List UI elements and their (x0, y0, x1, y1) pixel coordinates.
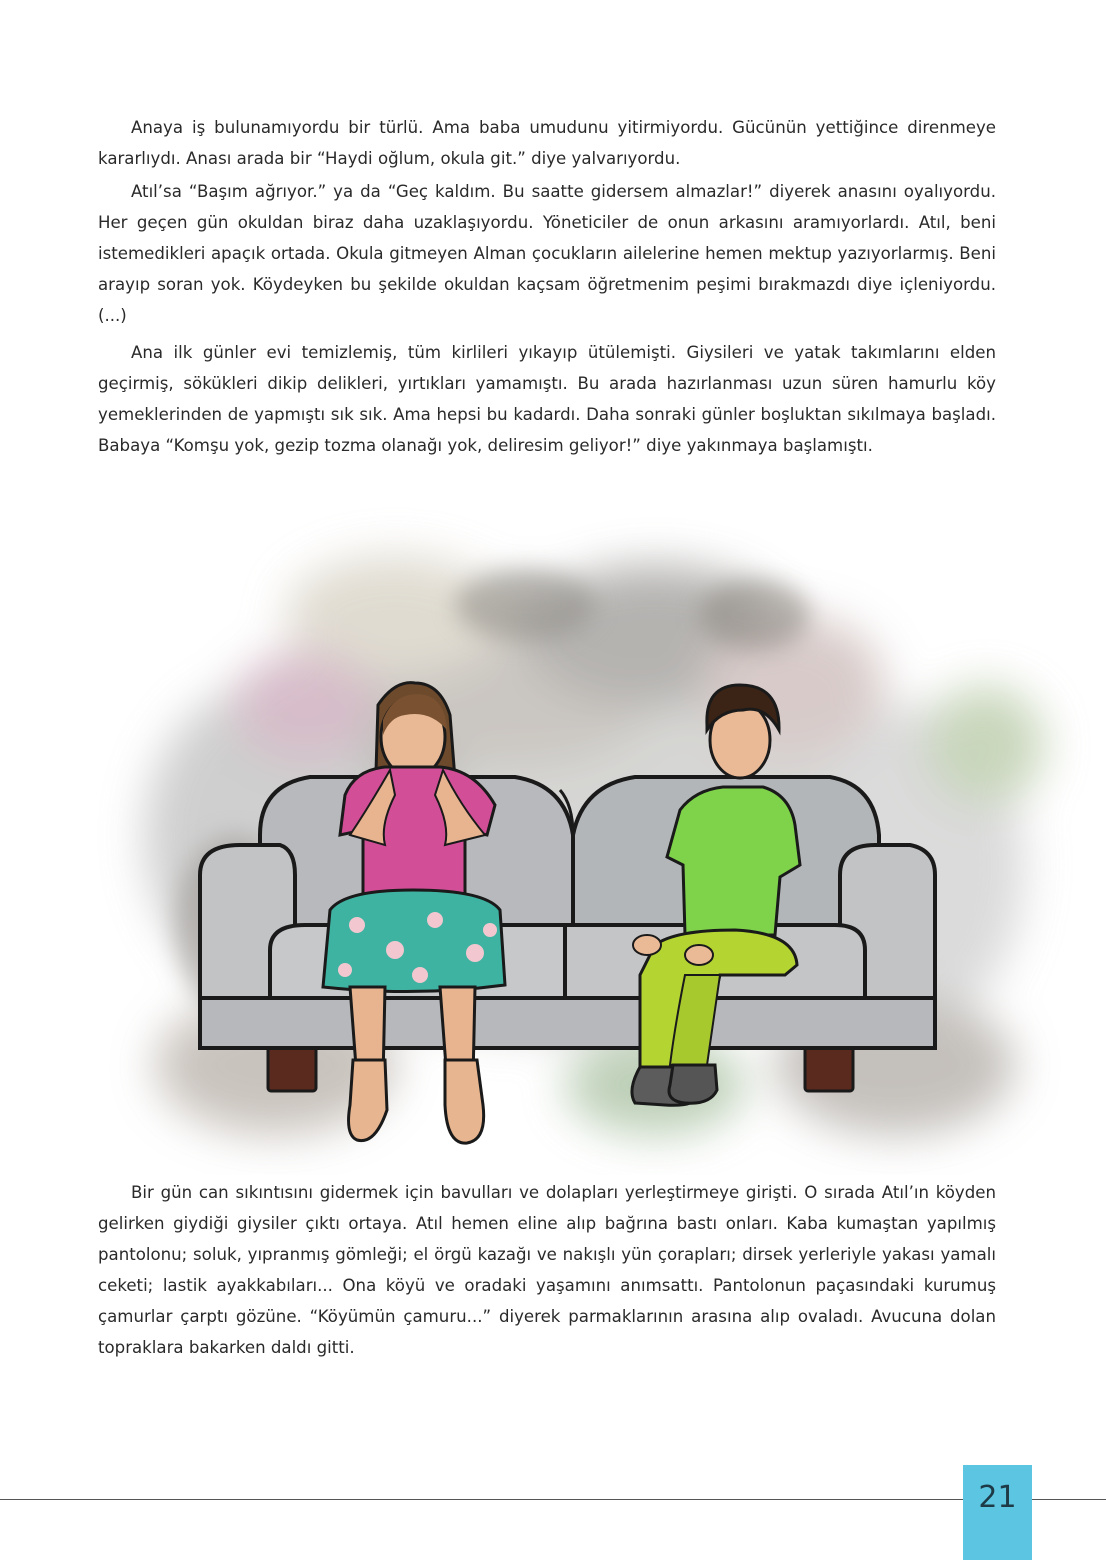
sofa-base (200, 998, 935, 1048)
sofa-leg-right (805, 1045, 853, 1091)
paragraph-2: Atıl’sa “Başım ağrıyor.” ya da “Geç kaldım. Bu saatte gidersem almazlar!” diyerek anasını oyalıyordu. Her geçen gün okuldan biraz daha uzaklaşıyordu. Yöneticiler de onun arkasını aramıyorlardı. Atıl, beni istemedikleri apaçık ortada. Okula gitmeyen Alman çocukların ailelerine hemen mektup yazıyorlarmış. Beni arayıp soran yok. Köydeyken bu şekilde okuldan kaçsam öğretmenim peşimi bırakmazdı diye içleniyordu. (...) (98, 182, 996, 325)
sofa-leg-left (268, 1045, 316, 1091)
footer-rule (0, 1499, 1106, 1500)
paragraph-3: Ana ilk günler evi temizlemiş, tüm kirlileri yıkayıp ütülemişti. Giysileri ve yatak takımlarını elden geçirmiş, sökükleri dikip delikleri, yırtıkları yamamıştı. Bu arada hazırlanması uzun süren hamurlu köy yemeklerinden de yapmıştı sık sık. Ama hepsi bu kadardı. Daha sonraki günler boşluktan sıkılmaya başladı. Babaya “Komşu yok, gezip tozma olanağı yok, deliresim geliyor!” diye yakınmaya başlamıştı. (98, 343, 996, 455)
paragraph-4: Bir gün can sıkıntısını gidermek için bavulları ve dolapları yerleştirmeye girişti. O sırada Atıl’ın köyden gelirken giydiği giysiler çıktı ortaya. Atıl hemen eline alıp bağrına bastı onları. Kaba kumaştan yapılmış pantolonu; soluk, yıpranmış gömleği; el örgü kazağı ve nakışlı yün çorapları; dirsek yerleriyle yakası yamalı ceketi; lastik ayakkabıları... Ona köyü ve oradaki yaşamını anımsattı. Pantolonun paçasındaki kurumuş çamurlar çarptı gözüne. “Köyümün çamuru...” diyerek parmaklarının arasına alıp ovaladı. Avucuna dolan topraklara bakarken daldı gitti. (98, 1183, 996, 1357)
paragraph-1: Anaya iş bulunamıyordu bir türlü. Ama baba umudunu yitirmiyordu. Gücünün yettiğince direnmeye kararlıydı. Anası arada bir “Haydi oğlum, okula git.” diye yalvarıyordu. (98, 118, 996, 168)
page-number: 21 (963, 1465, 1032, 1560)
illustration-sofa-scene (95, 505, 1106, 1175)
